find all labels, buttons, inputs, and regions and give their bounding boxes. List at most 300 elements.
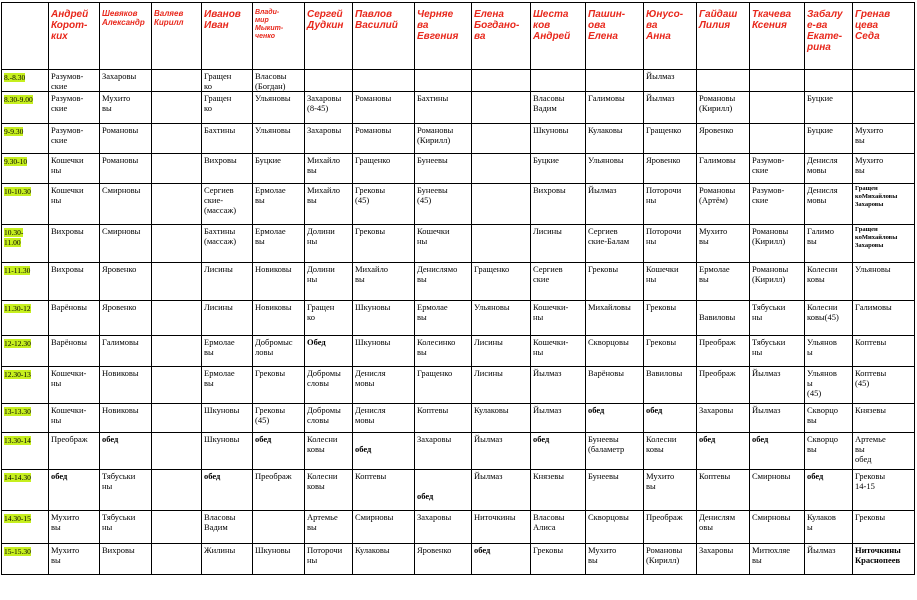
appointment-cell: Романовы (Кирилл) (644, 544, 697, 575)
appointment-cell: Гращенко (644, 124, 697, 154)
appointment-cell: Грековы (644, 301, 697, 336)
appointment-cell: Кошечки ны (49, 154, 100, 184)
time-slot-label: 14-14.30 (4, 473, 31, 482)
table-row (2, 184, 915, 225)
appointment-cell: Ермолае вы (415, 301, 472, 336)
table-row (2, 124, 915, 154)
appointment-cell: Новиковы (253, 263, 305, 301)
time-slot-cell (2, 70, 49, 92)
appointment-cell: Захаровы (100, 70, 152, 92)
appointment-cell: Князевы (853, 404, 915, 433)
appointment-cell: Денисля мовы (805, 184, 853, 225)
appointment-cell: Мухито вы (100, 92, 152, 124)
time-slot-cell (2, 301, 49, 336)
appointment-cell: обед (644, 404, 697, 433)
appointment-cell: Яровенко (100, 301, 152, 336)
appointment-cell: Тябуськи ны (750, 301, 805, 336)
appointment-cell: Ульяновы (472, 301, 531, 336)
appointment-cell: Смирновы (353, 511, 415, 544)
staff-header: Ткачева Ксения (750, 3, 805, 70)
appointment-cell: Вихровы (100, 544, 152, 575)
time-slot-label: 12-12.30 (4, 339, 31, 348)
time-slot-cell (2, 470, 49, 511)
appointment-cell: обед (100, 433, 152, 470)
appointment-cell: Гращенко (415, 367, 472, 404)
appointment-cell: Добромы словы (305, 367, 353, 404)
appointment-cell: Захаровы (305, 124, 353, 154)
appointment-cell: Йылмаз (531, 404, 586, 433)
table-row (2, 154, 915, 184)
appointment-cell: Денислям овы (697, 511, 750, 544)
appointment-cell: Романовы (100, 154, 152, 184)
appointment-cell: Шкуновы (531, 124, 586, 154)
appointment-cell (750, 70, 805, 92)
time-slot-label: 15-15.30 (4, 547, 31, 556)
appointment-cell: Скворцовы (586, 336, 644, 367)
appointment-cell: Коптевы (45) (853, 367, 915, 404)
appointment-cell: Йылмаз (644, 70, 697, 92)
appointment-cell: Гращенко (472, 263, 531, 301)
appointment-cell: Кошечки- ны (49, 404, 100, 433)
time-slot-label: 8.30-9.00 (4, 95, 33, 104)
appointment-cell: Власовы (Богдан) (253, 70, 305, 92)
staff-header: Юнусо- ва Анна (644, 3, 697, 70)
appointment-cell: Шкуновы (353, 336, 415, 367)
appointment-cell: обед (531, 433, 586, 470)
appointment-cell: Ульяновы (586, 154, 644, 184)
appointment-cell: Гращен ко (202, 92, 253, 124)
appointment-cell: Яровенко (644, 154, 697, 184)
appointment-cell (152, 184, 202, 225)
appointment-cell: Романовы (Артём) (697, 184, 750, 225)
appointment-cell: Ульянов ы (45) (805, 367, 853, 404)
staff-header: Влади- мир Мыкит- ченко (253, 3, 305, 70)
appointment-cell: Грековы (45) (253, 404, 305, 433)
appointment-cell: Смирновы (750, 511, 805, 544)
appointment-cell: Бунеевы (415, 154, 472, 184)
appointment-cell: Разумов- ские (750, 184, 805, 225)
appointment-cell: Мухито вы (586, 544, 644, 575)
staff-header: Андрей Корот- ких (49, 3, 100, 70)
appointment-cell: Артемье вы (305, 511, 353, 544)
appointment-cell (472, 154, 531, 184)
time-slot-cell (2, 433, 49, 470)
time-slot-cell (2, 336, 49, 367)
appointment-cell: Колесни ковы (644, 433, 697, 470)
appointment-cell: Артемье вы обед (853, 433, 915, 470)
appointment-cell (152, 70, 202, 92)
appointment-cell: Вихровы (49, 263, 100, 301)
appointment-cell (152, 404, 202, 433)
appointment-cell (853, 70, 915, 92)
appointment-cell: Кошечки ны (415, 225, 472, 263)
staff-header: Сергей Дудкин (305, 3, 353, 70)
appointment-cell (415, 70, 472, 92)
appointment-cell: Смирновы (750, 470, 805, 511)
appointment-cell: Бунеевы (45) (415, 184, 472, 225)
appointment-cell: Ульяновы (253, 124, 305, 154)
appointment-cell: Новиковы (253, 301, 305, 336)
staff-header: Шевяков Александр (100, 3, 152, 70)
appointment-cell: обед (750, 433, 805, 470)
appointment-cell: обед (353, 433, 415, 470)
appointment-cell: Галимовы (853, 301, 915, 336)
staff-header: Забалу е-ва Екате- рина (805, 3, 853, 70)
appointment-cell: Ниточкины (472, 511, 531, 544)
appointment-cell: Обед (305, 336, 353, 367)
appointment-cell: Романовы (Кирилл) (750, 225, 805, 263)
appointment-cell: Романовы (353, 92, 415, 124)
appointment-cell: Кошечки ны (644, 263, 697, 301)
appointment-cell: Ульяновы (253, 92, 305, 124)
appointment-cell (472, 124, 531, 154)
appointment-cell (472, 184, 531, 225)
appointment-cell: Сергиев ские- (массаж) (202, 184, 253, 225)
appointment-cell: Денисля мовы (353, 404, 415, 433)
appointment-cell: Денисля мовы (805, 154, 853, 184)
appointment-cell: Преображ (697, 336, 750, 367)
appointment-cell: Кулаков ы (805, 511, 853, 544)
appointment-cell: Яровенко (100, 263, 152, 301)
appointment-cell: Буцкие (531, 154, 586, 184)
appointment-cell: Коптевы (415, 404, 472, 433)
appointment-cell: Преображ (49, 433, 100, 470)
appointment-cell: Власовы Вадим (202, 511, 253, 544)
appointment-cell: Колесни ковы (305, 470, 353, 511)
time-slot-cell (2, 124, 49, 154)
staff-header: Иванов Иван (202, 3, 253, 70)
appointment-cell: Бахтины (202, 124, 253, 154)
appointment-cell: Жилины (202, 544, 253, 575)
appointment-cell: Поторочи ны (644, 225, 697, 263)
appointment-cell (750, 92, 805, 124)
appointment-cell: Мухито вы (49, 511, 100, 544)
appointment-cell (472, 92, 531, 124)
appointment-cell: Грековы (853, 511, 915, 544)
appointment-cell: Добромыс ловы (253, 336, 305, 367)
appointment-cell (531, 70, 586, 92)
appointment-cell: обед (253, 433, 305, 470)
appointment-cell: Шкуновы (253, 544, 305, 575)
appointment-cell (586, 70, 644, 92)
appointment-cell: Скворцовы (586, 511, 644, 544)
appointment-cell: Гращен ко (305, 301, 353, 336)
time-slot-cell (2, 225, 49, 263)
appointment-cell: Варёновы (49, 336, 100, 367)
appointment-cell: обед (202, 470, 253, 511)
appointment-cell: обед (697, 433, 750, 470)
appointment-cell: Романовы (Кирилл) (697, 92, 750, 124)
appointment-cell: Скворцо вы (805, 404, 853, 433)
schedule-table (1, 2, 915, 575)
table-row (2, 92, 915, 124)
staff-header: Черняе ва Евгения (415, 3, 472, 70)
appointment-cell: Колесни ковы (805, 263, 853, 301)
time-slot-cell (2, 92, 49, 124)
appointment-cell: Кошечки- ны (531, 301, 586, 336)
appointment-cell: Коптевы (853, 336, 915, 367)
appointment-cell: Вихровы (202, 154, 253, 184)
time-slot-label: 10.30- 11.00 (4, 228, 24, 247)
appointment-cell: Поторочи ны (305, 544, 353, 575)
appointment-cell: Денисля мовы (353, 367, 415, 404)
appointment-cell: Мухито вы (697, 225, 750, 263)
appointment-cell: Захаровы (415, 433, 472, 470)
time-slot-cell (2, 184, 49, 225)
appointment-cell (152, 367, 202, 404)
appointment-cell: Гращенко (353, 154, 415, 184)
appointment-cell: Яровенко (697, 124, 750, 154)
time-slot-label: 11.30-12 (4, 304, 31, 313)
appointment-cell: Смирновы (100, 184, 152, 225)
staff-header: Пашин- ова Елена (586, 3, 644, 70)
appointment-cell (353, 70, 415, 92)
appointment-cell: Князевы (531, 470, 586, 511)
appointment-cell: Мухито вы (644, 470, 697, 511)
appointment-cell: Грековы (531, 544, 586, 575)
appointment-cell: Кулаковы (472, 404, 531, 433)
appointment-cell: обед (49, 470, 100, 511)
appointment-cell: Смирновы (100, 225, 152, 263)
appointment-cell: Бахтины (415, 92, 472, 124)
appointment-cell: Грековы (644, 336, 697, 367)
appointment-cell: Михайло вы (305, 184, 353, 225)
appointment-cell: Грековы (45) (353, 184, 415, 225)
appointment-cell: Буцкие (253, 154, 305, 184)
appointment-cell: Йылмаз (472, 433, 531, 470)
appointment-cell (152, 336, 202, 367)
appointment-cell: Вавиловы (644, 367, 697, 404)
time-slot-label: 13.30-14 (4, 436, 31, 445)
appointment-cell: Ермолае вы (202, 367, 253, 404)
time-slot-cell (2, 404, 49, 433)
appointment-cell: Йылмаз (472, 470, 531, 511)
appointment-cell: Бунеевы (586, 470, 644, 511)
appointment-cell: Гращен коМихайловы Захаровы (853, 225, 915, 263)
appointment-cell (152, 92, 202, 124)
table-row (2, 367, 915, 404)
appointment-cell (853, 92, 915, 124)
table-row (2, 404, 915, 433)
appointment-cell: Ульянов ы (805, 336, 853, 367)
staff-header: Гренав цева Седа (853, 3, 915, 70)
header-row (2, 3, 915, 70)
appointment-cell: Ермолае вы (697, 263, 750, 301)
appointment-cell: Тябуськи ны (100, 511, 152, 544)
appointment-cell: Романовы (Кирилл) (750, 263, 805, 301)
appointment-cell: Галимо вы (805, 225, 853, 263)
appointment-cell: Ниточкины Краснопеев (853, 544, 915, 575)
time-slot-label: 8.-8.30 (4, 73, 26, 82)
appointment-cell: Захаровы (697, 544, 750, 575)
appointment-cell: Грековы (586, 263, 644, 301)
appointment-cell: Варёновы (586, 367, 644, 404)
appointment-cell: обед (586, 404, 644, 433)
appointment-cell (152, 154, 202, 184)
appointment-cell: Тябуськи ны (100, 470, 152, 511)
appointment-cell: Йылмаз (750, 367, 805, 404)
appointment-cell: Гращен ко (202, 70, 253, 92)
appointment-cell (697, 70, 750, 92)
appointment-cell (152, 511, 202, 544)
table-row (2, 70, 915, 92)
appointment-cell: Кошечки ны (49, 184, 100, 225)
appointment-cell: обед (805, 470, 853, 511)
appointment-cell: Ермолае вы (253, 184, 305, 225)
time-slot-cell (2, 154, 49, 184)
appointment-cell: Михайловы (586, 301, 644, 336)
appointment-cell: Преображ (697, 367, 750, 404)
appointment-cell: Яровенко (415, 544, 472, 575)
appointment-cell: Лисины (202, 263, 253, 301)
appointment-cell: Михайло вы (353, 263, 415, 301)
time-slot-cell (2, 511, 49, 544)
appointment-cell: Варёновы (49, 301, 100, 336)
staff-header: Валяев Кирилл (152, 3, 202, 70)
appointment-cell: Новиковы (100, 404, 152, 433)
appointment-cell (750, 124, 805, 154)
staff-header: Шеста ков Андрей (531, 3, 586, 70)
appointment-cell: Йылмаз (750, 404, 805, 433)
appointment-cell: Ермолае вы (253, 225, 305, 263)
appointment-cell: Разумов- ские (49, 92, 100, 124)
appointment-cell: Вихровы (531, 184, 586, 225)
appointment-cell: Тябуськи ны (750, 336, 805, 367)
appointment-cell: Разумов- ские (49, 70, 100, 92)
appointment-cell: Лисины (531, 225, 586, 263)
appointment-cell (152, 263, 202, 301)
appointment-cell: Кошечки- ны (49, 367, 100, 404)
appointment-cell: Кошечки- ны (531, 336, 586, 367)
appointment-cell: Галимовы (586, 92, 644, 124)
appointment-cell: Разумов- ские (750, 154, 805, 184)
appointment-cell: Романовы (100, 124, 152, 154)
time-slot-label: 14.30-15 (4, 514, 31, 523)
appointment-cell: Разумов- ские (49, 124, 100, 154)
appointment-cell: Новиковы (100, 367, 152, 404)
appointment-cell: Гращен коМихайловы Захаровы (853, 184, 915, 225)
appointment-cell: Захаровы (697, 404, 750, 433)
appointment-cell: Йылмаз (531, 367, 586, 404)
staff-header: Гайдаш Лилия (697, 3, 750, 70)
appointment-cell: Галимовы (697, 154, 750, 184)
appointment-cell: Вихровы (49, 225, 100, 263)
appointment-cell: Грековы 14-15 (853, 470, 915, 511)
appointment-cell (152, 470, 202, 511)
appointment-cell: Колесни ковы (305, 433, 353, 470)
appointment-cell (305, 70, 353, 92)
appointment-cell: Буцкие (805, 124, 853, 154)
staff-header: Павлов Василий (353, 3, 415, 70)
appointment-cell: Коптевы (353, 470, 415, 511)
appointment-cell: Буцкие (805, 92, 853, 124)
appointment-cell: Лисины (472, 336, 531, 367)
table-row (2, 511, 915, 544)
table-row (2, 225, 915, 263)
time-slot-label: 10-10.30 (4, 187, 31, 196)
appointment-cell: Йылмаз (644, 92, 697, 124)
appointment-cell: Бахтины (массаж) (202, 225, 253, 263)
table-row (2, 433, 915, 470)
appointment-cell: обед (415, 470, 472, 511)
appointment-cell: Власовы Алиса (531, 511, 586, 544)
time-slot-label: 12.30-13 (4, 370, 31, 379)
appointment-cell (472, 70, 531, 92)
appointment-cell: Михайло вы (305, 154, 353, 184)
table-row (2, 544, 915, 575)
appointment-cell: Поторочи ны (644, 184, 697, 225)
appointment-cell (472, 225, 531, 263)
appointment-cell: Долини ны (305, 263, 353, 301)
appointment-cell: Кулаковы (353, 544, 415, 575)
appointment-cell: Романовы (353, 124, 415, 154)
appointment-cell (152, 544, 202, 575)
appointment-cell (152, 301, 202, 336)
appointment-cell: Грековы (253, 367, 305, 404)
time-slot-cell (2, 544, 49, 575)
appointment-cell: Захаровы (415, 511, 472, 544)
appointment-cell: Галимовы (100, 336, 152, 367)
appointment-cell: Скворцо вы (805, 433, 853, 470)
table-row (2, 263, 915, 301)
appointment-cell (805, 70, 853, 92)
corner-cell (2, 3, 49, 70)
appointment-cell: Долини ны (305, 225, 353, 263)
time-slot-label: 11-11.30 (4, 266, 31, 275)
appointment-cell: Шкуновы (353, 301, 415, 336)
appointment-cell: Йылмаз (805, 544, 853, 575)
appointment-cell (253, 511, 305, 544)
appointment-cell: Грековы (353, 225, 415, 263)
appointment-cell: Власовы Вадим (531, 92, 586, 124)
time-slot-cell (2, 263, 49, 301)
appointment-cell: Митюхляе вы (750, 544, 805, 575)
appointment-cell: Шкуновы (202, 404, 253, 433)
appointment-cell: Захаровы (8-45) (305, 92, 353, 124)
appointment-cell: Бунеевы (баламетр (586, 433, 644, 470)
appointment-cell: Мухито вы (49, 544, 100, 575)
time-slot-cell (2, 367, 49, 404)
appointment-cell: Коптевы (697, 470, 750, 511)
appointment-cell: Сергиев ские-Балам (586, 225, 644, 263)
staff-header: Елена Богдано- ва (472, 3, 531, 70)
appointment-cell: Шкуновы (202, 433, 253, 470)
appointment-cell: Кулаковы (586, 124, 644, 154)
appointment-cell: Колесни ковы(45) (805, 301, 853, 336)
appointment-cell: Мухито вы (853, 124, 915, 154)
appointment-cell (152, 433, 202, 470)
appointment-cell: Преображ (644, 511, 697, 544)
time-slot-label: 9.30-10 (4, 157, 28, 166)
appointment-cell: Колесинко вы (415, 336, 472, 367)
appointment-cell: Ермолае вы (202, 336, 253, 367)
time-slot-label: 13-13.30 (4, 407, 31, 416)
appointment-cell: Мухито вы (853, 154, 915, 184)
appointment-cell: Денислямо вы (415, 263, 472, 301)
appointment-cell: Добромы словы (305, 404, 353, 433)
table-row (2, 336, 915, 367)
table-row (2, 470, 915, 511)
appointment-cell: Романовы (Кирилл) (415, 124, 472, 154)
appointment-cell: Лисины (202, 301, 253, 336)
appointment-cell: Лисины (472, 367, 531, 404)
appointment-cell (152, 225, 202, 263)
appointment-cell: Ульяновы (853, 263, 915, 301)
appointment-cell: Преображ (253, 470, 305, 511)
appointment-cell: обед (472, 544, 531, 575)
appointment-cell: Вавиловы (697, 301, 750, 336)
appointment-cell: Сергиев ские (531, 263, 586, 301)
